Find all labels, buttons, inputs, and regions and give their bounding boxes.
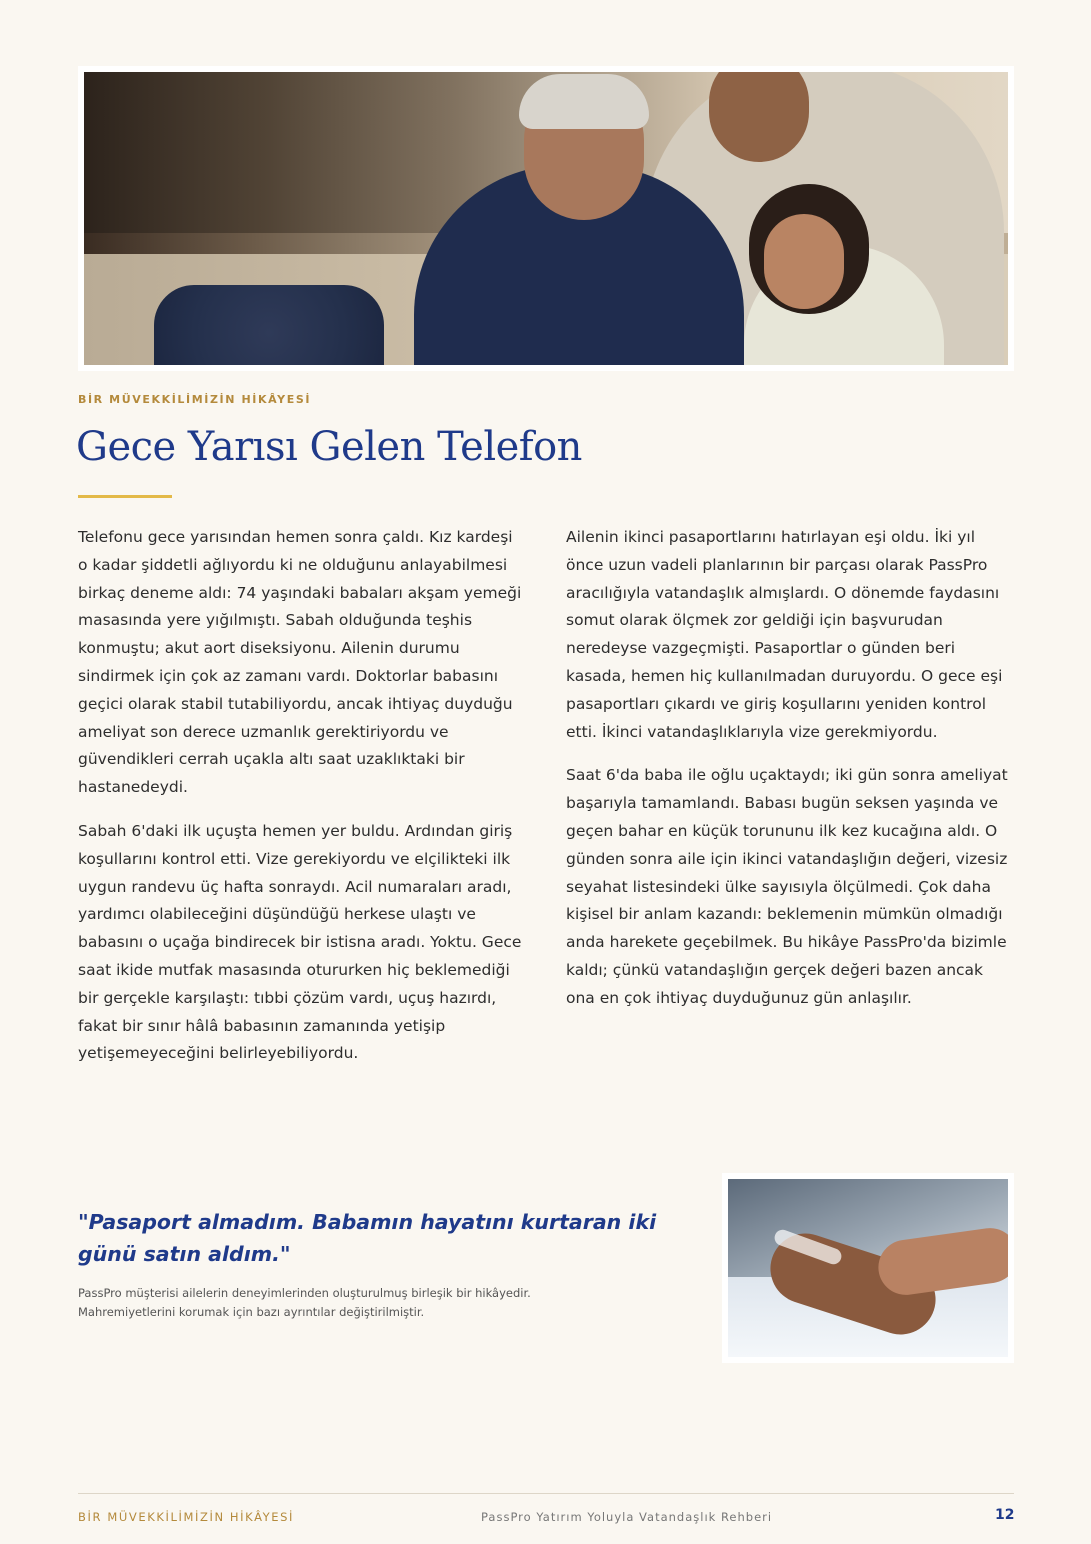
note-line: PassPro müşterisi ailelerin deneyimlerinden oluşturulmuş birleşik bir hikâyedir.: [78, 1286, 531, 1300]
paragraph: Telefonu gece yarısından hemen sonra çaldı. Kız kardeşi o kadar şiddetli ağlıyordu ki ne olduğunu anlayabilmesi birkaç deneme aldı: 74 yaşındaki babaları akşam yemeği masasında yere yığılmıştı. Sabah olduğunda teşhis konmuştu; akut aort diseksiyonu. Ailenin durumu sindirmek için çok az zamanı vardı. Doktorlar babasını geçici olarak stabil tutabiliyordu, ancak ihtiyaç duyduğu ameliyat son derece uzmanlık gerektiriyordu ve güvendikleri cerrah uçakla altı saat uzaklıktaki bir hastanedeydi.: [78, 528, 522, 797]
footer-section-label: BİR MÜVEKKİLİMİZİN HİKÂYESİ: [78, 1510, 295, 1524]
hands-photo: [728, 1179, 1008, 1357]
photo-girl-face: [764, 214, 844, 309]
disclaimer-note: [78, 1284, 678, 1322]
paragraph: Sabah 6'daki ilk uçuşta hemen yer buldu. Ardından giriş koşullarını kontrol etti. Vize gerekiyordu ve elçilikteki ilk uygun randevu üç hafta sonraydı. Acil numaraları aradı, yardımcı olabileceğini düşündüğü herkese ulaştı ve babasını o uçağa bindirecek bir istisna aradı. Yoktu. Gece saat ikide mutfak masasında otururken hiç beklemediği bir gerçekle karşılaştı: tıbbi çözüm vardı, uçuş hazırdı, fakat bir sınır hâlâ babasının zamanında yetişip yetişemeyeceğini belirleyebiliyordu.: [78, 821, 522, 1063]
photo-pillow: [154, 285, 384, 365]
body-column-left: [78, 524, 526, 1084]
pull-quote: "Pasaport almadım. Babamın hayatını kurtaran iki günü satın aldım.": [78, 1210, 657, 1266]
paragraph: Ailenin ikinci pasaportlarını hatırlayan eşi oldu. İki yıl önce uzun vadeli planlarının bir parçası olarak PassPro aracılığıyla vatandaşlık almışlardı. O dönemde faydasını somut olarak ölçmek zor geldiği için başvurudan neredeyse vazgeçmişti. Pasaportlar o günden beri kasada, hemen hiç kullanılmadan duruyordu. O gece eşi pasaportları çıkardı ve giriş koşullarını yeniden kontrol etti. İkinci vatandaşlıklarıyla vize gerekmiyordu.: [566, 528, 1003, 741]
footer-publication-title: PassPro Yatırım Yoluyla Vatandaşlık Rehberi: [481, 1510, 773, 1524]
page-title: Gece Yarısı Gelen Telefon: [76, 424, 582, 470]
family-photo: [84, 72, 1008, 365]
paragraph: Saat 6'da baba ile oğlu uçaktaydı; iki gün sonra ameliyat başarıyla tamamlandı. Babası bugün seksen yaşında ve geçen bahar en küçük torununu ilk kez kucağına aldı. O günden sonra aile için ikinci vatandaşlığın değeri, vizesiz seyahat listesindeki ülke sayısıyla ölçülmedi. Çok daha kişisel bir anlam kazandı: beklemenin mümkün olmadığı anda harekete geçebilmek. Bu hikâye PassPro'da bizimle kaldı; çünkü vatandaşlığın gerçek değeri bazen ancak ona en çok ihtiyaç duyduğunuz gün anlaşılır.: [566, 766, 1008, 1007]
page-number: 12: [995, 1507, 1015, 1523]
body-column-right: [566, 524, 1014, 1029]
footer-divider: [78, 1493, 1014, 1494]
section-eyebrow: BİR MÜVEKKİLİMİZİN HİKÂYESİ: [78, 393, 312, 406]
note-line: Mahremiyetlerini korumak için bazı ayrıntılar değiştirilmiştir.: [78, 1305, 425, 1319]
hero-photo-frame: [78, 66, 1014, 371]
title-underline: [78, 495, 172, 498]
hands-photo-frame: [722, 1173, 1014, 1363]
photo-grandfather-hair: [519, 74, 649, 129]
